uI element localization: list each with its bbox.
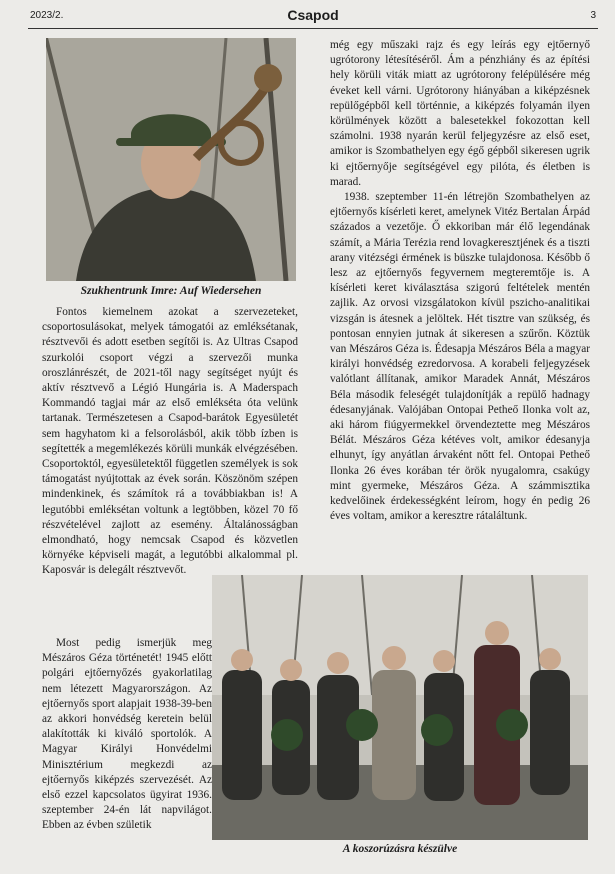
photo-musician-with-horn xyxy=(46,38,296,281)
photo2-caption: A koszorúzásra készülve xyxy=(342,843,458,855)
right-column xyxy=(330,38,590,525)
publication-title: Csapod xyxy=(287,7,339,23)
right-paragraph-2: 1938. szeptember 11-én létrejön Szombathelyen az ejtőernyős kísérleti keret, amelynek Vitéz Bertalan Árpád százados a vezetője. Ő ekkoriban már élő legendának számít, a Mária Terézia rend lovagkeresztjének és a tiszti arany vitézségi érmének is büszke tulajdonosa. Később ő lesz az ejtőernyős fegyvernem megteremtője is. A kísérleti keret kiválasztása szigorú feltételek mentén zajlik. Az orvosi vizsgálatokon kívül pszicho-analitikai vizsgán is átesnek a jelöltek. Hét tisztre van szükség, és pontosan ennyien jutnak át sikeresen a szűrőn. Köztük van Mészáros Géza is. Édesapja Mészáros Béla a magyar királyi honvédség ezredorvosa. A korabeli feljegyzések valótlant állítanak, amikor Maradek Annát, Mészáros Béla második feleségét tulajdonítják a repülő hadnagy édesanyjának. Valójában Ontopai Petheő Ilonka volt az, aki három fiúgyermekkel örvendeztette meg Mészáros Bélát. Mészáros Géza kétéves volt, amikor édesanyja elhunyt, így anyátlan árvaként nőtt fel. Ontopai Petheő Ilonka 26 éves korában tér örök nyugalomra, csakúgy mint gyermeke, Mészáros Géza. A számmisztika kedvelőinek érdekességként leírom, hogy én pedig 26 éves voltam, amikor a keresztre rátaláltunk. xyxy=(330,191,590,523)
left-narrow-column xyxy=(42,636,212,834)
page-number: 3 xyxy=(590,10,596,21)
left-paragraph-1: Fontos kiemelnem azokat a szervezeteket, csoportosulásokat, melyek támogatói az emléksétanak, résztvevői és adott esetben segítői is. Az Ultras Csapod szurkolói csoport végzi a szervezői munka oroszlánrészét, de 2021-től nagy segítséget nyújt és aktív résztvevő a Légió Hungária is. A Maderspach Kommandó tagjai már az első emlékséta óta velünk tartanak. Természetesen a Csapod-barátok Egyesületét sem hagyhatom ki a felsorolásból, akik több ízben is segítették a megemlékezés körüli munkák elvégzésében. Csoportoktól, egyesületektől független személyek is sok támogatást nyújtottak az évek során. Köszönöm szépen mindenkinek, és számítok rá a továbbiakban is! A legutóbbi emléksétan voltunk a legtöbben, közel 70 fő részvételével zajlott az esemény. Általánosságban elmondható, hogy nemcsak Csapod és közvetlen környéke képviseli magát, a legutóbbi alkalommal pl. Kaposvár is delegált résztvevőt. xyxy=(42,306,298,577)
photo-musician-illustration xyxy=(46,38,296,281)
left-paragraph-2: Most pedig ismerjük meg Mészáros Géza történetét! 1945 előtt polgári ejtőernyőzés gyakorlatilag nem létezett Magyarországon. Az ejtőernyős sport alapjait 1938-39-ben az akkori honvédség keretein belül alakították ki kiváló sportolók. A Magyar Királyi Honvédelmi Minisztérium megkezdi az ejtőernyős kiképzés szervezését. Az első ezzel kapcsolatos ügyirat 1936. szeptember 24-én lát napvilágot. Ebben az évben születik xyxy=(42,637,212,832)
photo-crowd-illustration xyxy=(212,575,588,840)
right-paragraph-1: még egy műszaki rajz és egy leírás egy ejtőernyő ugrótorony létesítéséről. Ám a pénzhiány és az építési hely körüli viták miatt az ugrótorony felépülésére még éveket kell várni. Ugrótorony hiányában a kiképzésnek repülőgépből kell történnie, a kiképzés folyamán ilyen körülmények között a balesetekkel fokozottan kell számolni. 1938 nyarán kerül feljegyzésre az első eset, amikor is Szombathelyen egy égő gépből sikeresen ugrik ki ejtőernyője segítségével egy pilóta, és életben is marad. xyxy=(330,39,590,188)
left-column xyxy=(42,305,298,579)
issue-number: 2023/2. xyxy=(30,10,64,21)
photo1-caption: Szukhentrunk Imre: Auf Wiedersehen xyxy=(80,285,262,297)
page-header xyxy=(28,6,598,29)
photo-wreath-ceremony xyxy=(212,575,588,840)
